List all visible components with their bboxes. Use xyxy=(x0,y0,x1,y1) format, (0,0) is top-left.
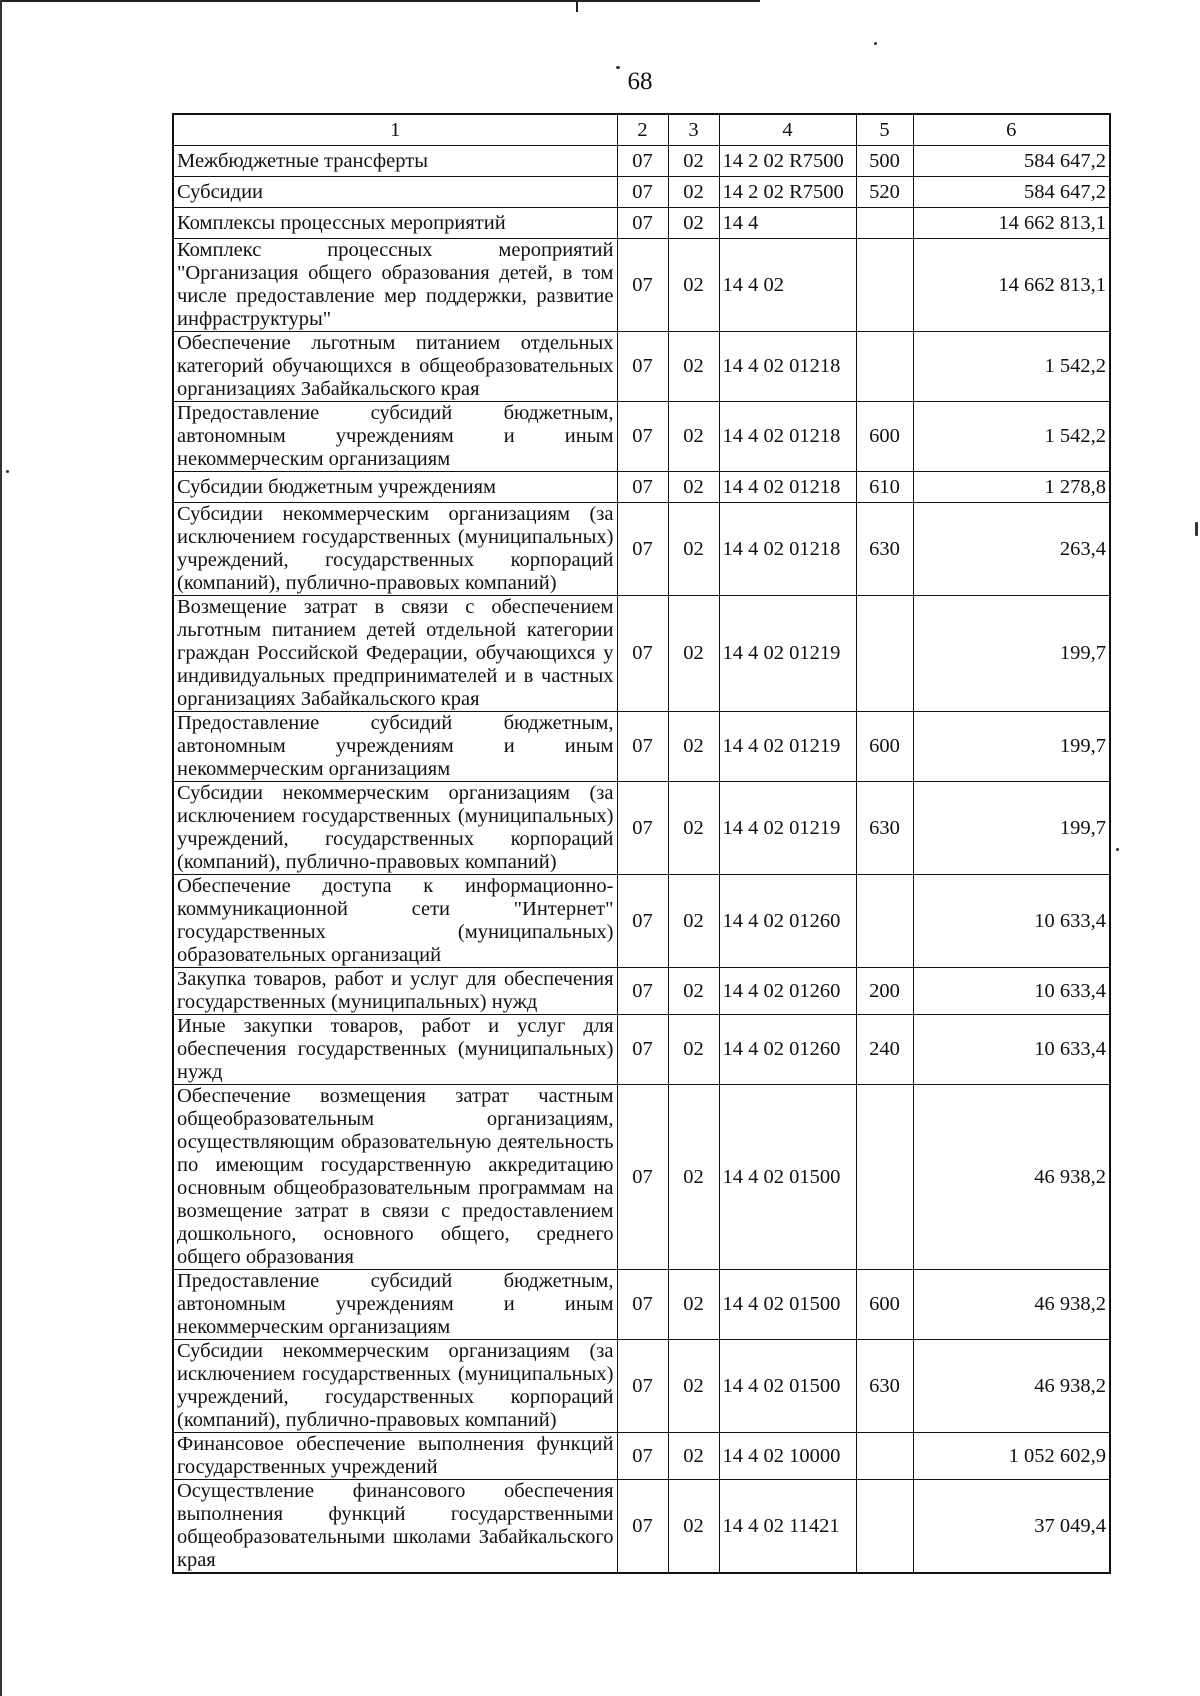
row-expense-type: 600 xyxy=(856,1270,913,1340)
scan-edge-top xyxy=(0,0,760,2)
row-expense-type: 600 xyxy=(856,402,913,472)
scan-speck xyxy=(6,470,9,473)
row-section: 07 xyxy=(617,177,668,208)
row-target-code: 14 4 02 01219 xyxy=(719,782,856,875)
table-row xyxy=(173,146,1110,177)
row-subsection: 02 xyxy=(668,146,719,177)
row-subsection: 02 xyxy=(668,1433,719,1480)
table-row xyxy=(173,503,1110,596)
row-section: 07 xyxy=(617,332,668,402)
page-number: 68 xyxy=(627,68,653,95)
row-target-code: 14 4 02 xyxy=(719,239,856,332)
row-amount: 10 633,4 xyxy=(913,1015,1110,1085)
row-section: 07 xyxy=(617,1085,668,1270)
row-expense-type: 500 xyxy=(856,146,913,177)
row-amount: 14 662 813,1 xyxy=(913,208,1110,239)
row-name: Возмещение затрат в связи с обеспечением льготным питанием детей отдельной категории граждан Российской Федерации, обучающихся у индивидуальных предпринимателей и в частных организациях Забайкальского края xyxy=(173,596,617,712)
row-amount: 199,7 xyxy=(913,782,1110,875)
table-header-row xyxy=(173,114,1110,146)
scan-edge-tick xyxy=(576,0,578,12)
row-section: 07 xyxy=(617,146,668,177)
row-name: Обеспечение доступа к информационно-коммуникационной сети "Интернет" государственных (муниципальных) образовательных организаций xyxy=(173,875,617,968)
row-amount: 10 633,4 xyxy=(913,875,1110,968)
row-name: Комплекс процессных мероприятий "Организация общего образования детей, в том числе предоставление мер поддержки, развитие инфраструктуры" xyxy=(173,239,617,332)
row-target-code: 14 4 02 01500 xyxy=(719,1270,856,1340)
row-section: 07 xyxy=(617,1433,668,1480)
row-amount: 199,7 xyxy=(913,712,1110,782)
budget-table xyxy=(172,113,1111,1574)
row-expense-type xyxy=(856,875,913,968)
table-row xyxy=(173,472,1110,503)
column-header: 4 xyxy=(719,114,856,146)
table-row xyxy=(173,712,1110,782)
row-name: Комплексы процессных мероприятий xyxy=(173,208,617,239)
row-expense-type xyxy=(856,596,913,712)
table-row xyxy=(173,402,1110,472)
row-section: 07 xyxy=(617,712,668,782)
row-amount: 1 542,2 xyxy=(913,332,1110,402)
table-row xyxy=(173,596,1110,712)
row-amount: 584 647,2 xyxy=(913,177,1110,208)
row-name: Субсидии некоммерческим организациям (за исключением государственных (муниципальных) учреждений, государственных корпораций (компаний), публично-правовых компаний) xyxy=(173,503,617,596)
row-name: Предоставление субсидий бюджетным, автономным учреждениям и иным некоммерческим организациям xyxy=(173,712,617,782)
row-expense-type xyxy=(856,1085,913,1270)
row-section: 07 xyxy=(617,402,668,472)
row-amount: 1 542,2 xyxy=(913,402,1110,472)
scan-speck xyxy=(1116,848,1119,851)
scan-speck xyxy=(1195,522,1198,536)
row-name: Субсидии xyxy=(173,177,617,208)
table-row xyxy=(173,1085,1110,1270)
row-expense-type xyxy=(856,1433,913,1480)
table-row xyxy=(173,208,1110,239)
row-section: 07 xyxy=(617,472,668,503)
row-target-code: 14 4 02 01219 xyxy=(719,596,856,712)
row-amount: 46 938,2 xyxy=(913,1340,1110,1433)
row-name: Финансовое обеспечение выполнения функций государственных учреждений xyxy=(173,1433,617,1480)
row-subsection: 02 xyxy=(668,875,719,968)
row-expense-type: 610 xyxy=(856,472,913,503)
row-subsection: 02 xyxy=(668,332,719,402)
table-row xyxy=(173,177,1110,208)
row-section: 07 xyxy=(617,1340,668,1433)
column-header: 6 xyxy=(913,114,1110,146)
row-section: 07 xyxy=(617,968,668,1015)
table-row xyxy=(173,875,1110,968)
row-amount: 199,7 xyxy=(913,596,1110,712)
row-section: 07 xyxy=(617,208,668,239)
row-amount: 1 052 602,9 xyxy=(913,1433,1110,1480)
row-expense-type: 600 xyxy=(856,712,913,782)
row-section: 07 xyxy=(617,782,668,875)
row-expense-type xyxy=(856,239,913,332)
row-name: Предоставление субсидий бюджетным, автономным учреждениям и иным некоммерческим организациям xyxy=(173,402,617,472)
table-row xyxy=(173,782,1110,875)
row-subsection: 02 xyxy=(668,402,719,472)
row-expense-type: 630 xyxy=(856,782,913,875)
row-section: 07 xyxy=(617,875,668,968)
row-section: 07 xyxy=(617,596,668,712)
row-subsection: 02 xyxy=(668,1340,719,1433)
row-target-code: 14 4 02 11421 xyxy=(719,1480,856,1574)
row-target-code: 14 4 xyxy=(719,208,856,239)
row-target-code: 14 4 02 01218 xyxy=(719,472,856,503)
row-section: 07 xyxy=(617,1015,668,1085)
row-name: Иные закупки товаров, работ и услуг для обеспечения государственных (муниципальных) нужд xyxy=(173,1015,617,1085)
row-expense-type xyxy=(856,332,913,402)
scan-speck xyxy=(874,42,877,45)
row-subsection: 02 xyxy=(668,239,719,332)
row-amount: 584 647,2 xyxy=(913,146,1110,177)
table-row xyxy=(173,1433,1110,1480)
row-target-code: 14 2 02 R7500 xyxy=(719,177,856,208)
scan-edge-left xyxy=(0,0,2,1696)
table-row xyxy=(173,1015,1110,1085)
table-row xyxy=(173,239,1110,332)
row-expense-type: 240 xyxy=(856,1015,913,1085)
row-amount: 10 633,4 xyxy=(913,968,1110,1015)
table-row xyxy=(173,968,1110,1015)
row-target-code: 14 4 02 01260 xyxy=(719,875,856,968)
row-name: Осуществление финансового обеспечения выполнения функций государственными общеобразовательными школами Забайкальского края xyxy=(173,1480,617,1574)
row-subsection: 02 xyxy=(668,177,719,208)
table-row xyxy=(173,1480,1110,1574)
row-amount: 263,4 xyxy=(913,503,1110,596)
table-row xyxy=(173,332,1110,402)
row-target-code: 14 4 02 01218 xyxy=(719,402,856,472)
column-header: 2 xyxy=(617,114,668,146)
row-target-code: 14 4 02 01260 xyxy=(719,1015,856,1085)
table-body xyxy=(173,146,1110,1574)
row-target-code: 14 4 02 01218 xyxy=(719,503,856,596)
table-row xyxy=(173,1270,1110,1340)
row-expense-type xyxy=(856,208,913,239)
row-section: 07 xyxy=(617,1270,668,1340)
row-amount: 14 662 813,1 xyxy=(913,239,1110,332)
row-expense-type: 520 xyxy=(856,177,913,208)
row-amount: 46 938,2 xyxy=(913,1085,1110,1270)
row-section: 07 xyxy=(617,503,668,596)
row-name: Закупка товаров, работ и услуг для обеспечения государственных (муниципальных) нужд xyxy=(173,968,617,1015)
row-target-code: 14 4 02 01260 xyxy=(719,968,856,1015)
row-subsection: 02 xyxy=(668,782,719,875)
row-subsection: 02 xyxy=(668,1270,719,1340)
table-row xyxy=(173,1340,1110,1433)
row-subsection: 02 xyxy=(668,712,719,782)
row-section: 07 xyxy=(617,1480,668,1574)
row-amount: 46 938,2 xyxy=(913,1270,1110,1340)
row-subsection: 02 xyxy=(668,503,719,596)
row-expense-type: 630 xyxy=(856,1340,913,1433)
row-section: 07 xyxy=(617,239,668,332)
row-amount: 1 278,8 xyxy=(913,472,1110,503)
row-subsection: 02 xyxy=(668,1015,719,1085)
row-name: Обеспечение льготным питанием отдельных категорий обучающихся в общеобразовательных организациях Забайкальского края xyxy=(173,332,617,402)
column-header: 5 xyxy=(856,114,913,146)
row-name: Субсидии некоммерческим организациям (за исключением государственных (муниципальных) учреждений, государственных корпораций (компаний), публично-правовых компаний) xyxy=(173,782,617,875)
row-target-code: 14 4 02 01219 xyxy=(719,712,856,782)
row-subsection: 02 xyxy=(668,1085,719,1270)
row-name: Предоставление субсидий бюджетным, автономным учреждениям и иным некоммерческим организациям xyxy=(173,1270,617,1340)
row-name: Субсидии некоммерческим организациям (за исключением государственных (муниципальных) учреждений, государственных корпораций (компаний), публично-правовых компаний) xyxy=(173,1340,617,1433)
row-subsection: 02 xyxy=(668,1480,719,1574)
row-name: Межбюджетные трансферты xyxy=(173,146,617,177)
row-target-code: 14 4 02 01500 xyxy=(719,1085,856,1270)
row-name: Субсидии бюджетным учреждениям xyxy=(173,472,617,503)
row-expense-type: 200 xyxy=(856,968,913,1015)
row-expense-type: 630 xyxy=(856,503,913,596)
column-header: 3 xyxy=(668,114,719,146)
row-subsection: 02 xyxy=(668,208,719,239)
row-amount: 37 049,4 xyxy=(913,1480,1110,1574)
row-target-code: 14 4 02 01218 xyxy=(719,332,856,402)
row-name: Обеспечение возмещения затрат частным общеобразовательным организациям, осуществляющим образовательную деятельность по имеющим государственную аккредитацию основным общеобразовательным программам на возмещение затрат в связи с предоставлением дошкольного, основного общего, среднего общего образования xyxy=(173,1085,617,1270)
row-expense-type xyxy=(856,1480,913,1574)
row-target-code: 14 2 02 R7500 xyxy=(719,146,856,177)
row-target-code: 14 4 02 10000 xyxy=(719,1433,856,1480)
row-subsection: 02 xyxy=(668,596,719,712)
row-subsection: 02 xyxy=(668,968,719,1015)
row-target-code: 14 4 02 01500 xyxy=(719,1340,856,1433)
column-header: 1 xyxy=(173,114,617,146)
row-subsection: 02 xyxy=(668,472,719,503)
